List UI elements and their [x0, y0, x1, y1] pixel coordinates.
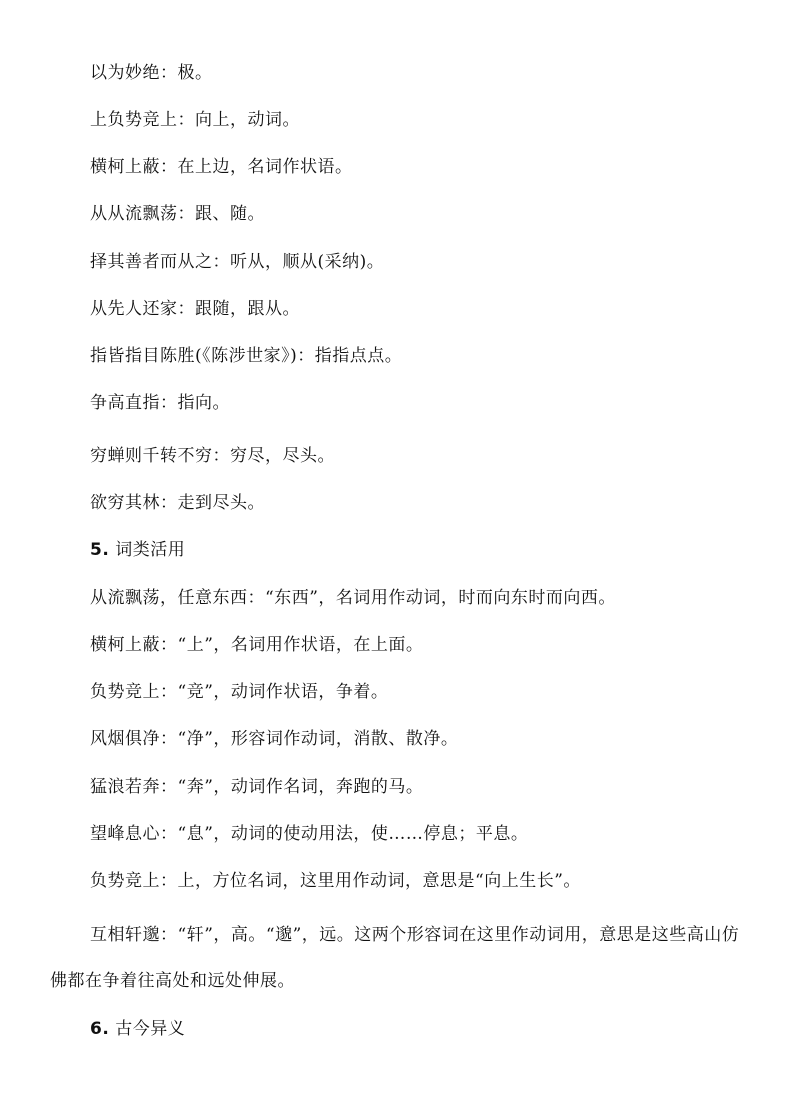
section-title: 词类活用: [115, 540, 186, 560]
text-line: 风烟俱净：“净”，形容词作动词，消散、散净。: [90, 729, 459, 749]
text-line: 从先人还家：跟随，跟从。: [90, 299, 300, 319]
text-line: 从流飘荡，任意东西：“东西”，名词用作动词，时而向东时而向西。: [90, 588, 616, 608]
text-line: 负势竞上：上，方位名词，这里用作动词，意思是“向上生长”。: [90, 871, 581, 891]
text-line: 择其善者而从之：听从，顺从(采纳)。: [90, 252, 385, 272]
text-line: 上负势竞上：向上，动词。: [90, 110, 300, 130]
text-line: 以为妙绝：极。: [90, 63, 213, 83]
text-line: 从从流飘荡：跟、随。: [90, 204, 265, 224]
section-title: 古今异义: [115, 1019, 186, 1039]
section-heading-6: [90, 1017, 185, 1041]
text-line: 横柯上蔽：“上”，名词用作状语，在上面。: [90, 635, 424, 655]
paragraph: 互相轩邈：“轩”，高。“邈”，远。这两个形容词在这里作动词用，意思是这些高山仿佛都在争着往高处和远处伸展。: [50, 925, 740, 991]
text-line: 猛浪若奔：“奔”，动词作名词，奔跑的马。: [90, 777, 424, 797]
text-line: 横柯上蔽：在上边，名词作状语。: [90, 157, 353, 177]
text-line: 欲穷其林：走到尽头。: [90, 493, 265, 513]
text-line: 指皆指目陈胜(《陈涉世家》)：指指点点。: [90, 346, 403, 366]
text-line: 负势竞上：“竞”，动词作状语，争着。: [90, 682, 389, 702]
section-heading-5: [90, 538, 185, 562]
text-line: 望峰息心：“息”，动词的使动用法，使……停息；平息。: [90, 824, 529, 844]
text-line: 争高直指：指向。: [90, 393, 230, 413]
section-number: 5.: [90, 540, 110, 560]
section-number: 6.: [90, 1019, 110, 1039]
text-line: 穷蝉则千转不穷：穷尽，尽头。: [90, 446, 335, 466]
